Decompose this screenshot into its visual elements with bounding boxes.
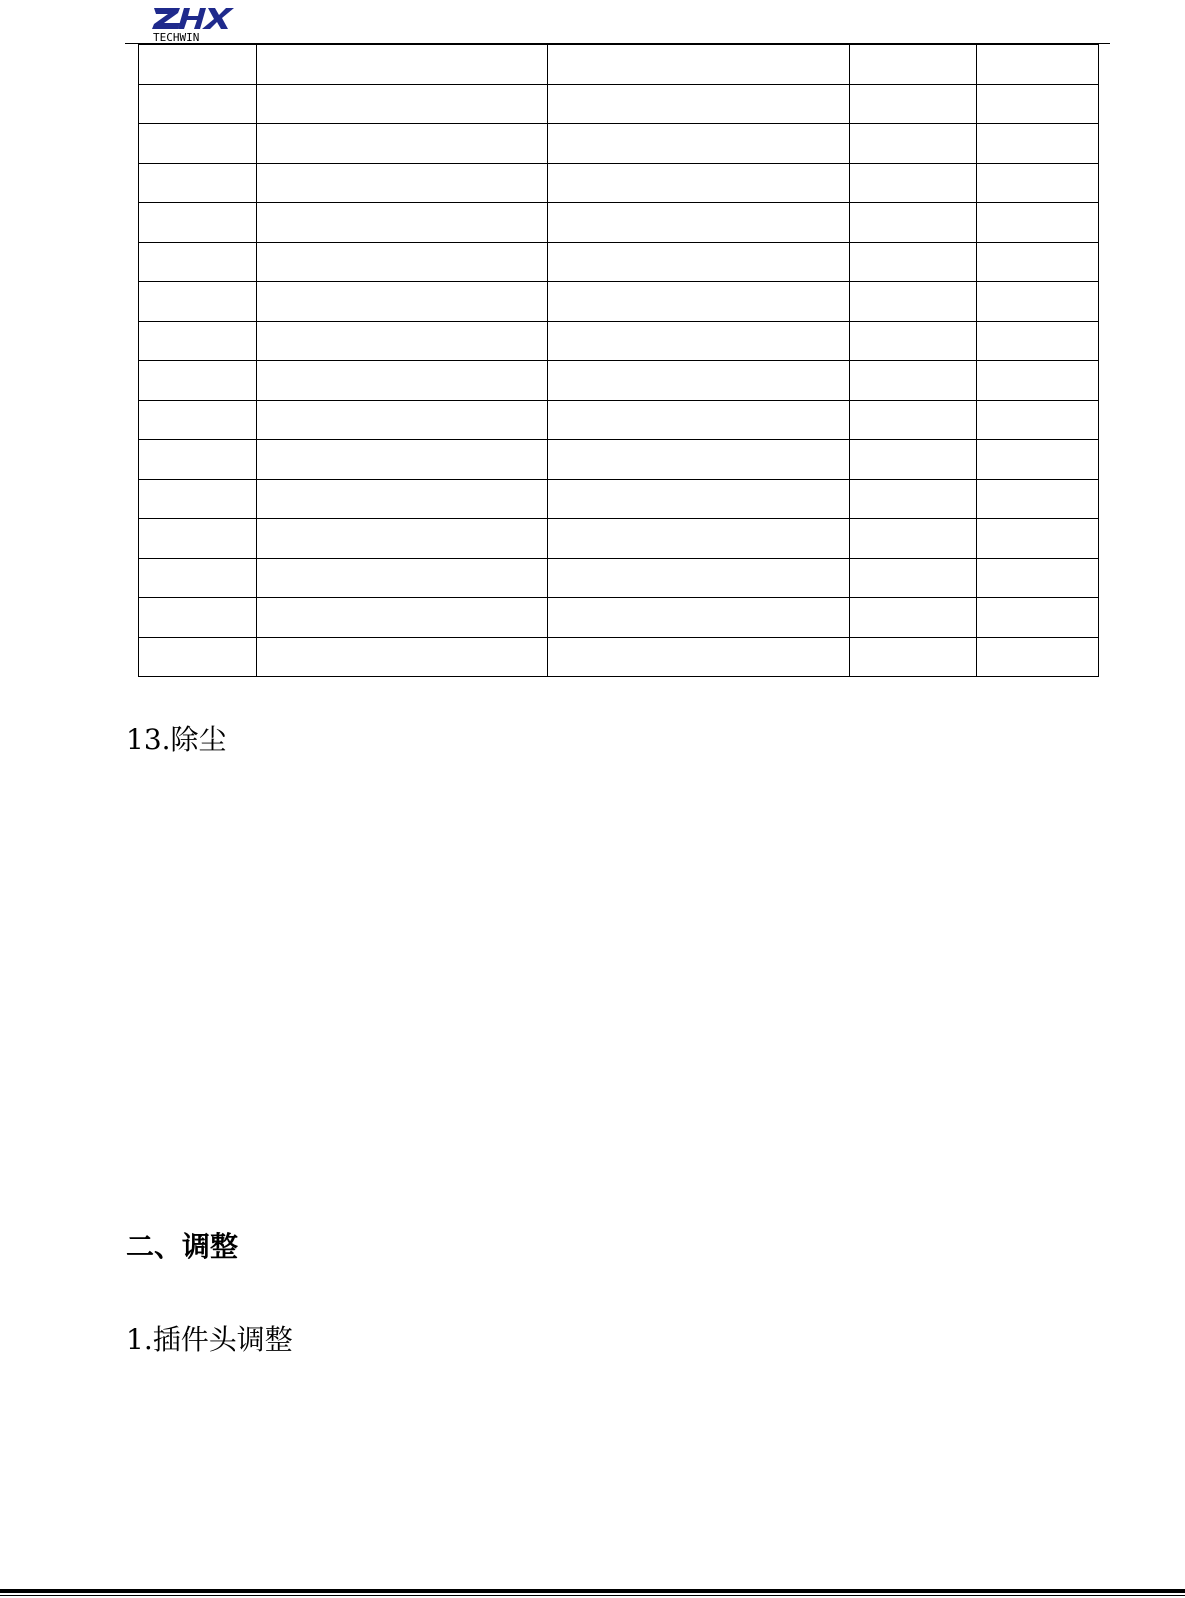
table-cell: [548, 45, 850, 85]
table-cell: [850, 440, 977, 480]
table-row: [139, 479, 1099, 519]
table-cell: [139, 598, 257, 638]
footer-divider: [0, 1589, 1185, 1593]
table-cell: [850, 321, 977, 361]
table-row: [139, 321, 1099, 361]
table-cell: [139, 203, 257, 243]
table-cell: [548, 637, 850, 677]
table-cell: [257, 479, 548, 519]
table-cell: [977, 45, 1099, 85]
table-cell: [850, 282, 977, 322]
table-cell: [977, 163, 1099, 203]
table-cell: [139, 558, 257, 598]
table-cell: [850, 637, 977, 677]
table-cell: [139, 321, 257, 361]
item-13-heading: 13.除尘: [126, 723, 227, 756]
table-cell: [257, 45, 548, 85]
table-cell: [139, 519, 257, 559]
table-cell: [257, 519, 548, 559]
table-row: [139, 440, 1099, 480]
table-cell: [139, 479, 257, 519]
table-cell: [548, 479, 850, 519]
table-cell: [850, 361, 977, 401]
company-logo: [150, 4, 236, 44]
table-cell: [977, 440, 1099, 480]
table-row: [139, 203, 1099, 243]
table-cell: [257, 637, 548, 677]
table-row: [139, 519, 1099, 559]
table-cell: [548, 124, 850, 164]
table-cell: [139, 242, 257, 282]
table-cell: [977, 361, 1099, 401]
table-cell: [850, 400, 977, 440]
data-table: [138, 44, 1099, 677]
table-cell: [139, 637, 257, 677]
table-cell: [977, 558, 1099, 598]
table-cell: [257, 163, 548, 203]
table-cell: [850, 479, 977, 519]
table-cell: [850, 203, 977, 243]
table-cell: [977, 203, 1099, 243]
table-cell: [548, 361, 850, 401]
table-cell: [257, 242, 548, 282]
table-cell: [977, 282, 1099, 322]
table-cell: [977, 637, 1099, 677]
table-cell: [257, 598, 548, 638]
item-1-heading: 1.插件头调整: [126, 1323, 293, 1356]
table-cell: [257, 558, 548, 598]
table-row: [139, 45, 1099, 85]
table-cell: [850, 558, 977, 598]
table-row: [139, 84, 1099, 124]
table-cell: [977, 84, 1099, 124]
table-cell: [257, 203, 548, 243]
table-cell: [977, 400, 1099, 440]
table-cell: [977, 242, 1099, 282]
table-cell: [977, 124, 1099, 164]
table-cell: [977, 479, 1099, 519]
table-cell: [257, 124, 548, 164]
zhx-logo-icon: [150, 4, 236, 44]
table-cell: [850, 163, 977, 203]
table-cell: [850, 45, 977, 85]
table-row: [139, 400, 1099, 440]
table-cell: [139, 282, 257, 322]
table-cell: [850, 598, 977, 638]
table-row: [139, 558, 1099, 598]
table-row: [139, 124, 1099, 164]
table-row: [139, 637, 1099, 677]
table-cell: [977, 321, 1099, 361]
table-cell: [257, 321, 548, 361]
table-cell: [977, 598, 1099, 638]
table-cell: [139, 163, 257, 203]
table-cell: [548, 84, 850, 124]
table-cell: [548, 321, 850, 361]
table-cell: [850, 124, 977, 164]
table-cell: [257, 361, 548, 401]
table-cell: [548, 282, 850, 322]
table-cell: [850, 84, 977, 124]
table-cell: [548, 558, 850, 598]
table-row: [139, 242, 1099, 282]
table-cell: [850, 242, 977, 282]
table-cell: [257, 282, 548, 322]
table-cell: [139, 440, 257, 480]
table-row: [139, 282, 1099, 322]
table-row: [139, 361, 1099, 401]
table-cell: [139, 84, 257, 124]
table-cell: [257, 400, 548, 440]
logo-subtext: TECHWIN: [153, 31, 200, 44]
footer-divider-thin: [0, 1595, 1185, 1596]
table-cell: [257, 440, 548, 480]
table-row: [139, 163, 1099, 203]
table-cell: [850, 519, 977, 559]
section-2-heading: 二、调整: [126, 1230, 239, 1263]
table-cell: [548, 519, 850, 559]
table-cell: [139, 45, 257, 85]
table-cell: [139, 400, 257, 440]
table-body: [139, 45, 1099, 677]
table-cell: [548, 598, 850, 638]
table-cell: [548, 400, 850, 440]
table-cell: [139, 361, 257, 401]
table-row: [139, 598, 1099, 638]
table-cell: [548, 163, 850, 203]
table-cell: [977, 519, 1099, 559]
table-cell: [548, 203, 850, 243]
table-cell: [548, 242, 850, 282]
table-cell: [548, 440, 850, 480]
table-cell: [257, 84, 548, 124]
table-cell: [139, 124, 257, 164]
